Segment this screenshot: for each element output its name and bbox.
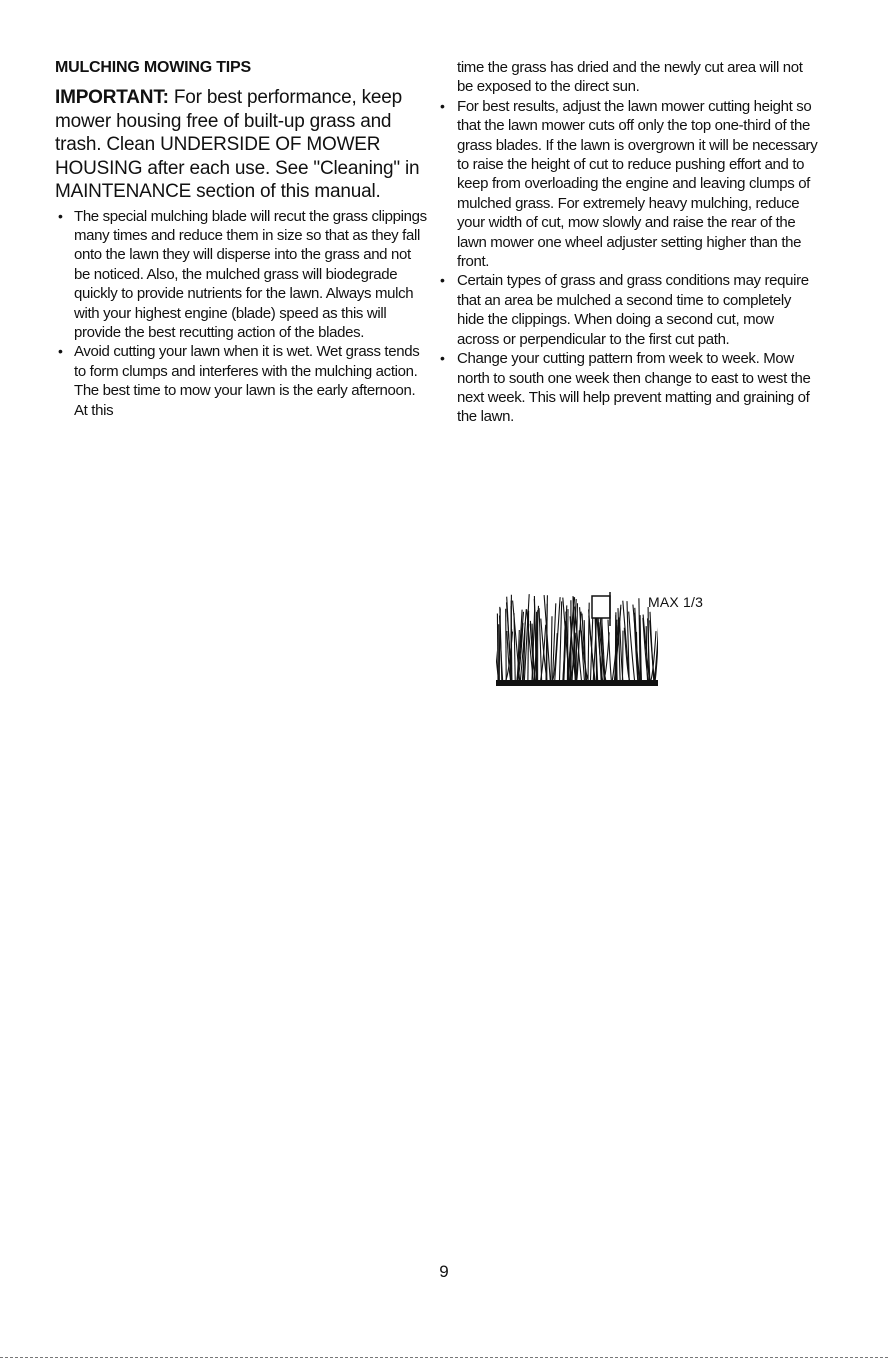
page-bottom-rule: [0, 1357, 888, 1358]
list-item: [440, 271, 818, 349]
right-column: [440, 58, 818, 427]
important-note: [55, 86, 427, 204]
list-item-text: For best results, adjust the lawn mower cutting height so that the lawn mower cuts off only the top one-third of the grass blades. If the lawn is overgrown it will be necessary to raise the height of cut to reduce pushing effort and to keep from overloading the engine and leaving clumps of mulched grass. For extremely heavy mulching, reduce your width of cut, mow slowly and raise the rear of the lawn mower one wheel adjuster setting higher than the front.: [457, 97, 818, 271]
list-item: [440, 349, 818, 427]
list-item: [55, 207, 427, 343]
cutting-height-illustration: [496, 590, 726, 690]
page-number: 9: [439, 1262, 449, 1281]
list-item: [440, 97, 818, 272]
grass-cut-height-icon: [496, 590, 658, 688]
section-heading: MULCHING MOWING TIPS: [55, 59, 251, 76]
bullet-icon: •: [440, 350, 445, 367]
list-item-text: The special mulching blade will recut the grass clippings many times and reduce them in size so that as they fall onto the lawn they will disperse into the grass and not be noticed. Also, the mulched grass will biodegrade quickly to provide nutrients for the lawn. Always mulch with your highest engine (blade) speed as this will provide the best recutting action of the blades.: [74, 207, 427, 341]
bullet-icon: •: [58, 207, 63, 224]
left-column: [55, 58, 427, 420]
list-item: [55, 342, 427, 420]
list-item-text: Avoid cutting your lawn when it is wet. Wet grass tends to form clumps and interferes with the mulching action. The best time to mow your lawn is the early afternoon. At this: [74, 343, 420, 419]
list-item-text: Certain types of grass and grass conditions may require that an area be mulched a second time to completely hide the clippings. When doing a second cut, mow across or perpendicular to the first cut path.: [457, 272, 809, 348]
tips-list-right: [440, 97, 818, 427]
bullet-icon: •: [440, 97, 445, 114]
important-text: For best performance, keep mower housing free of built-up grass and trash. Clean UNDERSIDE OF MOWER HOUSING after each use. See "Cleaning" in MAINTENANCE section of this manual.: [55, 87, 420, 202]
important-label: IMPORTANT:: [55, 87, 169, 108]
list-item-text: Change your cutting pattern from week to week. Mow north to south one week then change to east to west the next week. This will help prevent matting and graining of the lawn.: [457, 350, 811, 426]
bullet-icon: •: [440, 272, 445, 289]
bullet-icon: •: [58, 343, 63, 360]
max-cut-label: MAX 1/3: [648, 594, 704, 610]
tips-list-left: [55, 207, 427, 420]
continued-text: time the grass has dried and the newly cut area will not be exposed to the direct sun.: [457, 59, 803, 96]
